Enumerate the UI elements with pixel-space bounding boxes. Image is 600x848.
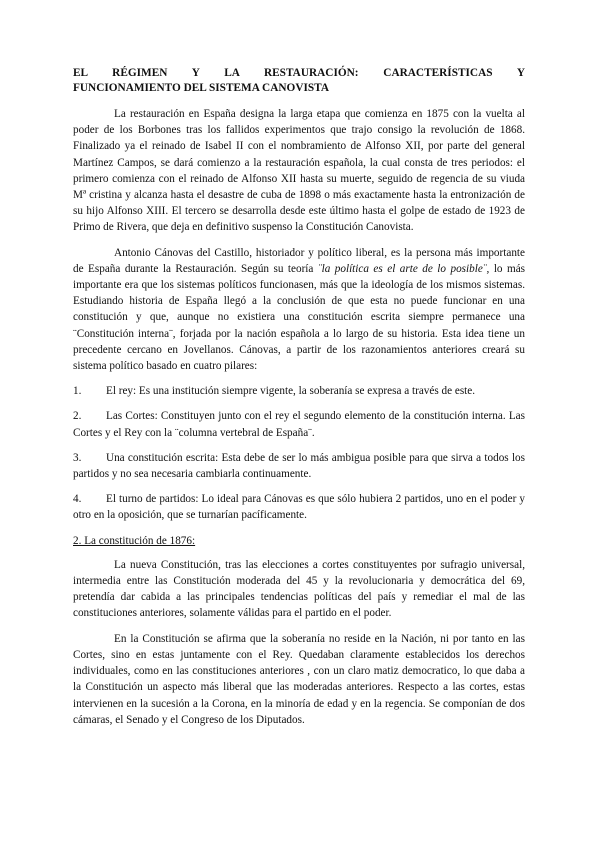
paragraph-restauracion: La restauración en España designa la larga etapa que comienza en 1875 con la vuelta al poder de los Borbones tras los fallidos experimentos que trajo consigo la revolución de 1868. Finalizado ya el reinado de Isabel II con el nombramiento de Alfonso XII, por parte del general Martínez Campos, se dará comienzo a la restauración española, la cual consta de tres periodos: el primero comienza con el reinado de Alfonso XII hasta su muerte, seguido de regencia de su viuda Mª cristina y alcanza hasta el desastre de cuba de 1898 o más exactamente hasta la entronización de su hijo Alfonso XIII. El tercero se desarrolla desde este último hasta el golpe de estado de 1923 de Primo de Rivera, que deja en definitivo suspenso la Constitución Canovista. bbox=[73, 108, 525, 234]
list-item-number: 1. bbox=[73, 385, 82, 398]
list-item bbox=[73, 408, 525, 440]
paragraph-canovas bbox=[73, 245, 525, 375]
section-heading: 2. La constitución de 1876: bbox=[73, 534, 196, 547]
title-line-2: FUNCIONAMIENTO DEL SISTEMA CANOVISTA bbox=[73, 82, 330, 94]
quote-politica: ¨la política es el arte de lo posible¨, bbox=[317, 262, 490, 275]
paragraph-canovas-after: lo más importante era que los sistemas políticos funcionasen, más que la ideología de los mismos sistemas. Estudiando historia de España llegó a la conclusión de que esta no puede funcionar en una constitución y que, aunque no existiera una constitución escrita siempre permanece una ¨Constitución interna¨, forjada por la nación española a lo largo de su historia. Esta idea tiene un precedente cercano en Jovellanos. Cánovas, a partir de los razonamientos anteriores creará su sistema político basado en cuatro pilares: bbox=[73, 262, 526, 373]
list-item-text: El rey: Es una institución siempre vigente, la soberanía se expresa a través de este. bbox=[106, 385, 476, 398]
document-page bbox=[73, 66, 525, 737]
list-item-text: Las Cortes: Constituyen junto con el rey el segundo elemento de la constitución interna. Las Cortes y el Rey con la ¨columna vertebral de España¨. bbox=[73, 410, 525, 439]
list-item-number: 2. bbox=[73, 410, 82, 423]
list-item-text: El turno de partidos: Lo ideal para Cánovas es que sólo hubiera 2 partidos, uno en el poder y otro en la oposición, que se turnarían pacíficamente. bbox=[73, 493, 525, 522]
list-item-text: Una constitución escrita: Esta debe de ser lo más ambigua posible para que sirva a todos los partidos y no sea necesaria cambiarla continuamente. bbox=[73, 451, 525, 481]
list-item bbox=[73, 383, 525, 399]
list-item bbox=[73, 491, 525, 523]
list-item-number: 3. bbox=[73, 451, 82, 464]
paragraph-constitucion: La nueva Constitución, tras las elecciones a cortes constituyentes por sufragio universal, intermedia entre las Constitución moderada del 45 y la revolucionaria y democrática del 69, pretendía dar cabida a las principales tendencias políticas del país y remediar el mal de las constituciones anteriores, solamente válidas para el partido en el poder. bbox=[73, 558, 525, 620]
paragraph-soberania: En la Constitución se afirma que la soberanía no reside en la Nación, ni por tanto en las Cortes, sino en estas juntamente con el Rey. Quedaban claramente establecidos los derechos individuales, como en las constituciones anteriores , con un claro matiz democratico, lo que daba a la Constitución un aspecto más liberal que las moderadas anteriores. Respecto a las cortes, estas intervienen en la sucesión a la Corona, en la minoría de edad y en la regencia. Se componían de dos cámaras, el Senado y el Congreso de los Diputados. bbox=[73, 632, 525, 726]
document-title bbox=[73, 66, 525, 96]
list-item-number: 4. bbox=[73, 493, 82, 506]
title-line-1: EL RÉGIMEN Y LA RESTAURACIÓN: CARACTERÍSTICAS Y bbox=[73, 67, 525, 79]
list-item bbox=[73, 450, 525, 482]
paragraph-canovas-before: Antonio Cánovas del Castillo, historiador y político liberal, es la persona más importante de España durante la Restauración. Según su teoría bbox=[73, 246, 525, 275]
